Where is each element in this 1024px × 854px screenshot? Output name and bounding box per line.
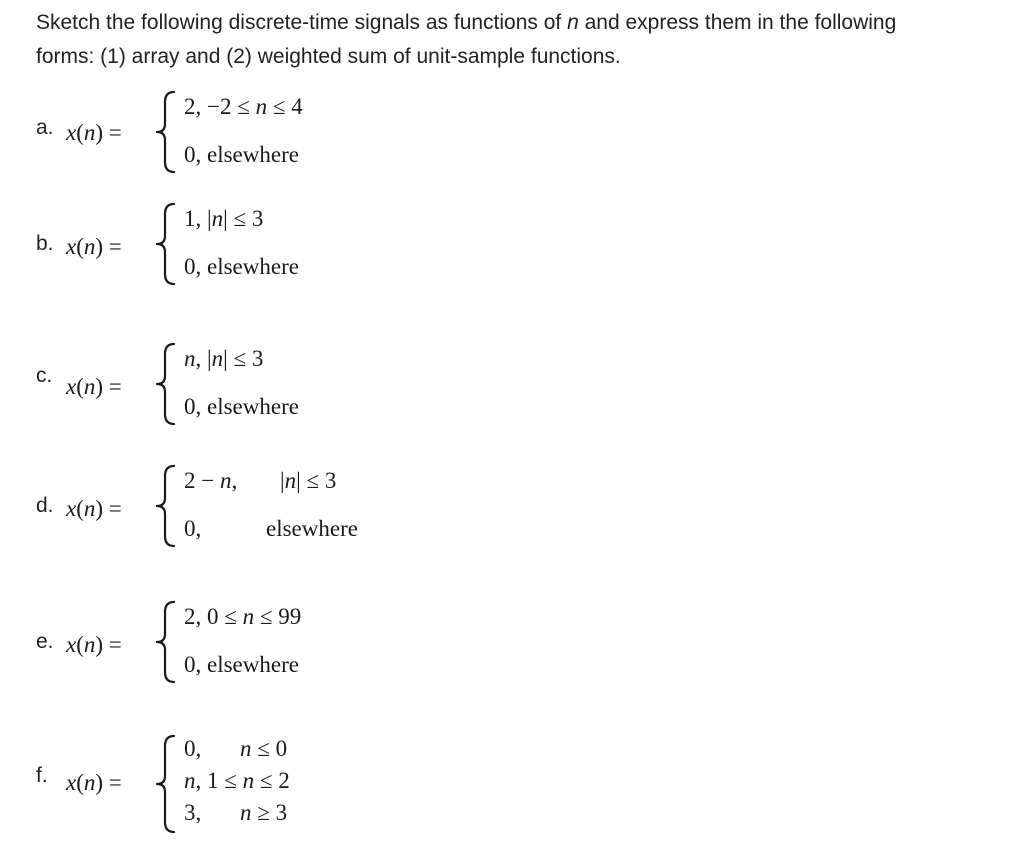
intro-text: Sketch the following discrete-time signals as functions of (36, 11, 568, 34)
problem-a (36, 90, 436, 174)
left-brace (154, 464, 178, 548)
case-row: 0, elsewhere (184, 142, 299, 167)
intro-line-1 (36, 6, 996, 40)
signal-lhs: x(n) = (66, 770, 122, 795)
case-row: 2 − n, |n| ≤ 3 (184, 468, 337, 493)
case-row: 2, −2 ≤ n ≤ 4 (184, 94, 303, 119)
signal-lhs: x(n) = (66, 120, 122, 145)
left-brace (154, 90, 178, 174)
left-brace (154, 202, 178, 286)
problem-label: a. (36, 116, 54, 139)
case-row: n, |n| ≤ 3 (184, 346, 264, 371)
problem-f (36, 734, 436, 838)
problem-d (36, 464, 436, 548)
case-row: 0, n ≤ 0 (184, 736, 288, 761)
left-brace (154, 600, 178, 684)
intro-text: and express them in the following (578, 11, 897, 34)
signal-lhs: x(n) = (66, 496, 122, 521)
intro-variable: n (567, 11, 579, 34)
problem-label: f. (36, 764, 48, 787)
case-row: 2, 0 ≤ n ≤ 99 (184, 604, 302, 629)
problem-label: e. (36, 630, 54, 653)
case-row: n, 1 ≤ n ≤ 2 (184, 768, 290, 793)
problem-label: b. (36, 232, 54, 255)
case-row: 0, elsewhere (184, 516, 358, 541)
left-brace (154, 734, 178, 834)
problem-label: c. (36, 364, 53, 387)
left-brace (154, 342, 178, 426)
case-row: 0, elsewhere (184, 394, 299, 419)
problem-statement (36, 6, 996, 74)
problem-label: d. (36, 494, 54, 517)
case-row: 0, elsewhere (184, 254, 299, 279)
signal-lhs: x(n) = (66, 234, 122, 259)
signal-lhs: x(n) = (66, 374, 122, 399)
case-row: 0, elsewhere (184, 652, 299, 677)
problem-b (36, 202, 436, 286)
problem-c (36, 342, 436, 426)
problem-e (36, 600, 436, 684)
signal-lhs: x(n) = (66, 632, 122, 657)
case-row: 3, n ≥ 3 (184, 800, 288, 825)
case-row: 1, |n| ≤ 3 (184, 206, 264, 231)
intro-line-2: forms: (1) array and (2) weighted sum of unit-sample functions. (36, 45, 621, 68)
